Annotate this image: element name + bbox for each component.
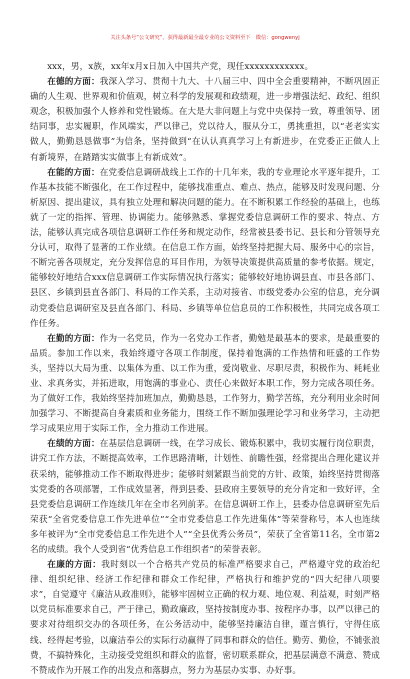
section-body-diligence: 作为一名党员，作为一名党办工作者，勤勉是最基本的要求，是最重要的品质。参加工作以来，我始终遵守各项工作制度，保持着饱满的工作热情和旺盛的工作势头，坚持以大局为重、以集体为重、以工作为重，爱岗敬业、尽职尽责，积极作为、耗耗业业、求真务实，并拓进取，用饱满的事业心、责任心来做好本职工作，努力完成各项任务。为了做好工作，我始终坚持加班加点，勤勤恳恳，工作努力，勤学苦练，充分利用业余时间加强学习、不断提高自身素质和业务能力，围绕工作不断加强理论学习和业务学习，主动把学习成果应用于实际工作，全力推动工作进展。 — [30, 333, 380, 435]
section-performance — [30, 437, 380, 558]
document-body — [30, 60, 380, 679]
section-title-ability: 在能的方面： — [47, 167, 100, 178]
section-body-performance: 在基层信息调研一线，在学习成长、锻炼积累中，我切实履行岗位职责，讲究工作方法，不断提高效率，工作思路清晰，计划性、前瞻性强，经常提出合理化建议并获采纳，能够推动工作不断取得进步；能够时刻紧跟当前党的方针、政策，始终坚持贯彻落实党委的各项部署，工作成效显著，得到县委、县政府主要领导的充分肯定和一致好评，全县党委信息调研工作连续几年在全市名列前茅。在信息调研工作上，县委办信息调研室先后荣获“全省党委信息工作先进单位”“全市党委信息工作先进集体”等荣誉称号，本人也连续多年被评为“全市党委信息工作先进个人”“全县优秀公务员”，荣获了全省第11名，全市第2名的成绩。我个人受到省“优秀信息工作组织者”的荣誉表彰。 — [30, 439, 380, 555]
section-title-performance: 在绩的方面： — [47, 439, 100, 450]
intro-paragraph: xxx，男，x族，xx年x月x日加入中国共产党，现任xxxxxxxxxxxx。 — [47, 62, 314, 72]
section-body-morality: 我深入学习、贯彻十九大、十八届三中、四中全会重要精神，不断巩固正确的人生观、世界观和价值观，树立科学的发展观和政绩观，进一步增强法纪、政纪、组织观念，积极加强个人修养和党性锻炼。在大是大非问题上与党中央保持一致，尊重领导、团结同事，忠实履职，作风端实，严以律己，党以待人，服从分工，勇挑重担，以“老老实实做人，勤勤恳恳做事”为信条，坚持做到“在认认真真学习上有新进步，在党委正正做人上有新境界，在踏踏实实做事上有新成效”。 — [30, 77, 380, 163]
promo-banner: 关注头条号“公文研究”，获得最新最全最专业的公文资料至下 微信：gongwenyj — [110, 35, 300, 41]
section-title-diligence: 在勤的方面： — [47, 333, 100, 344]
section-body-integrity: 我时刻以一个合格共产党员的标准严格要求自己，严格遵守党的政治纪律、组织纪律、经济工作纪律和群众工作纪律，严格执行和维护党的“四大纪律八项要求”，自觉遵守《廉洁从政准则》，能够牢固树立正确的权力观、地位观、利益观，时刻严格以党员标准要求自己，严于律己，勤政廉政，坚持按制度办事、按程序办事，以严以律己的要求对待组织交办的各项任务，在公务活动中，能够坚持廉洁自律，谨言慎行，守得住底线、经得起考验，以廉洁奉公的实际行动赢得了同事和群众的信任。勤劳、勤俭，不铺张浪费，不搞特殊化，主动接受党组织和群众的监督，密切联系群众，把基层满意不满意、赞成不赞成作为开展工作的出发点和落脚点，努力为基层办实事、办好事。 — [30, 560, 380, 676]
section-integrity — [30, 558, 380, 679]
section-title-morality: 在德的方面： — [47, 77, 100, 88]
section-title-integrity: 在廉的方面： — [47, 560, 102, 571]
section-diligence — [30, 332, 380, 438]
section-ability — [30, 166, 380, 332]
section-body-ability: 在党委信息调研战线上工作的十几年来，我的专业理论水平逐年提升，工作基本技能不断强化，在工作过程中，能够找准重点、难点、热点，能够及时发现问题、分析原因、提出建议，具有独立处理和解决问题的能力。在不断积累工作经验的基础上，也练就了一定的指挥、管理、协调能力。能够熟悉、掌握党委信息调研工作的要求、特点、方法，能够认真完成各项信息调研工作任务和规定动作，经常被县委书记、县长和分管领导充分认可，取得了显著的工作业绩。在信息工作方面，始终坚持把握大局、服务中心的宗旨，不断完善各项规定，充分发挥信息的耳目作用，为领导决策提供高质量的参考依据。规定，能够较好地结合xxx信息调研工作实际情况执行落实；能够较好地协调县直、市县各部门、县区、乡镇到县直各部门、科局的工作关系，主动对接省、市级党委办公室的信息，充分调动党委信息调研室及县直各部门、科局、乡镇等单位信息员的工作积极性，共同完成各项工作任务。 — [30, 167, 380, 329]
section-morality — [30, 75, 380, 166]
